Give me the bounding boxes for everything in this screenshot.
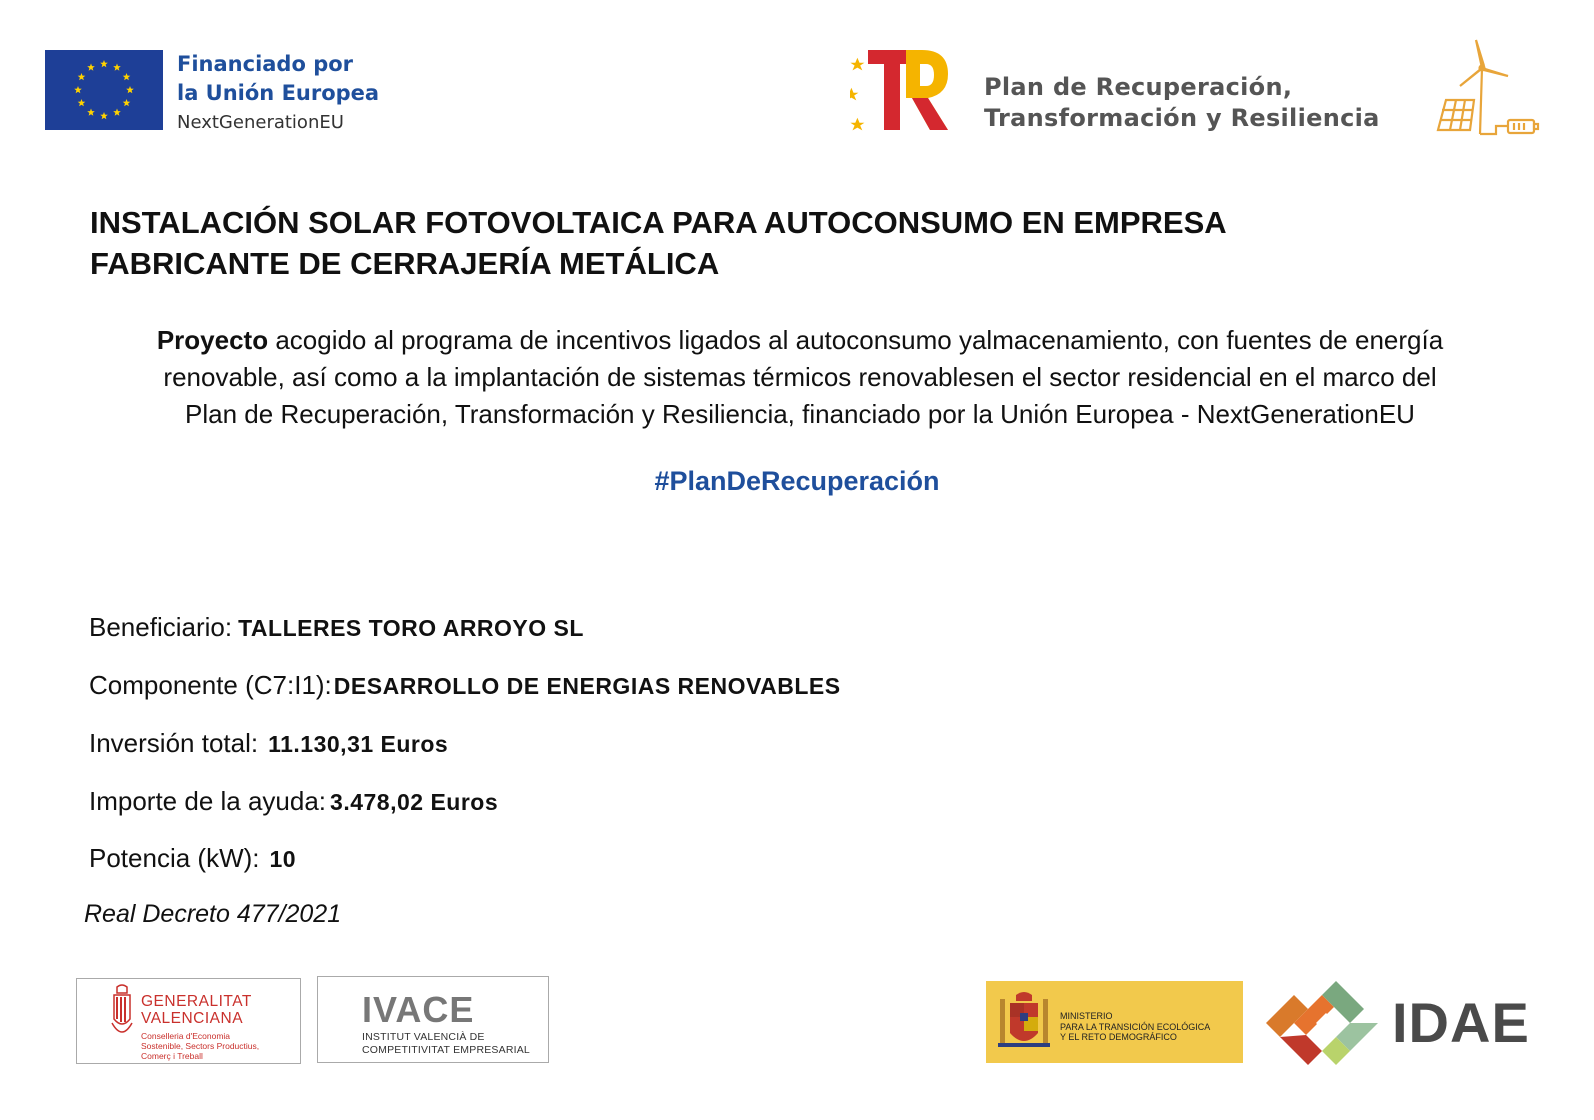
detail-label: Componente (C7:I1): [89,670,332,700]
ivace-subtitle [362,1031,530,1057]
windmill-solar-icon [1436,38,1544,138]
ivace-sub1: INSTITUT VALENCIÀ DE [362,1031,485,1043]
description-line2: renovable, así como a la implantación de sistemas térmicos renovablesen el sector residencial en el marco del [163,362,1437,392]
ministerio-line1: MINISTERIO [1060,1011,1113,1021]
ivace-logo [317,976,549,1063]
detail-potencia [89,843,296,874]
detail-value: DESARROLLO DE ENERGIAS RENOVABLES [333,673,841,699]
prtr-line2: Transformación y Resiliencia [984,104,1380,132]
project-description [70,322,1530,433]
ministerio-logo [986,981,1243,1063]
detail-value: TALLERES TORO ARROYO SL [238,615,584,641]
eu-funding-text [177,50,379,138]
project-title-line1: INSTALACIÓN SOLAR FOTOVOLTAICA PARA AUTOCONSUMO EN EMPRESA [90,205,1227,240]
gva-sub1: Conselleria d'Economia [141,1031,231,1041]
eu-funding-logo [45,50,379,138]
prtr-logo-icon [850,48,960,134]
spain-coat-of-arms-icon [998,991,1050,1053]
hashtag-text: #PlanDeRecuperación [654,466,940,496]
description-line1-rest: acogido al programa de incentivos ligados al autoconsumo yalmacenamiento, con fuentes de energía [268,325,1444,355]
gva-shield-icon [107,983,137,1043]
detail-ayuda [89,786,498,817]
eu-funding-line2: la Unión Europea [177,81,380,105]
prtr-line1: Plan de Recuperación, [984,73,1293,101]
hashtag [0,466,1594,497]
description-line1 [70,322,1530,359]
gva-conselleria [141,1031,259,1061]
project-title-line2: FABRICANTE DE CERRAJERÍA METÁLICA [90,246,720,281]
description-line3: Plan de Recuperación, Transformación y Resiliencia, financiado por la Unión Europea - NextGenerationEU [185,399,1415,429]
detail-value: 10 [269,846,297,872]
prtr-text [984,72,1380,134]
eu-flag-icon [45,50,163,130]
ministerio-line2: PARA LA TRANSICIÓN ECOLÓGICA [1060,1021,1211,1032]
description-lead: Proyecto [156,325,269,355]
ivace-sub2: COMPETITIVITAT EMPRESARIAL [362,1044,530,1056]
gva-sub3: Comerç i Treball [141,1051,203,1061]
ivace-wordmark: IVACE [362,989,475,1030]
detail-inversion [89,728,448,759]
idae-wordmark: IDAE [1392,991,1530,1054]
gva-line1: GENERALITAT [141,993,252,1010]
ministerio-line3: Y EL RETO DEMOGRÁFICO [1060,1032,1177,1042]
detail-beneficiario [89,612,584,643]
detail-componente [89,670,841,701]
detail-value: 3.478,02 Euros [330,789,499,815]
gva-sub2: Sostenible, Sectors Productius, [141,1041,260,1051]
project-title [90,202,1510,284]
eu-funding-line3: NextGenerationEU [177,112,344,133]
gva-line2: VALENCIANA [141,1010,244,1027]
detail-label: Inversión total: [89,728,259,758]
eu-funding-line1: Financiado por [177,52,354,76]
detail-value: 11.130,31 Euros [268,731,449,757]
royal-decree: Real Decreto 477/2021 [84,900,342,928]
detail-label: Importe de la ayuda: [89,786,327,816]
idae-mark-icon [1264,980,1384,1066]
ministerio-text [1060,1011,1210,1043]
detail-label: Beneficiario: [89,612,233,642]
gva-name [141,993,252,1027]
detail-label: Potencia (kW): [89,843,260,873]
gva-logo [76,978,301,1064]
